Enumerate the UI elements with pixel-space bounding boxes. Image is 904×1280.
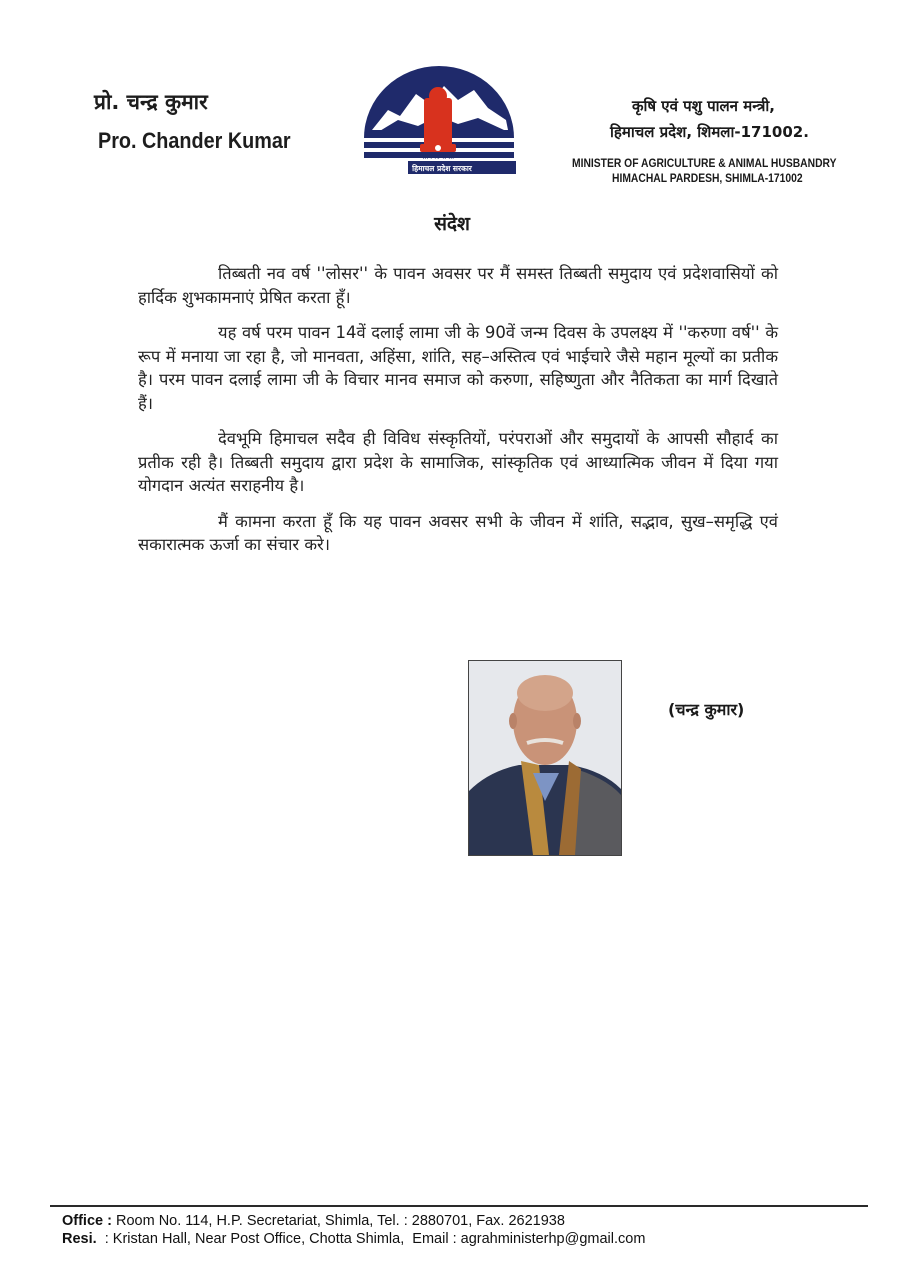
- residence-label: Resi.: [62, 1231, 97, 1247]
- office-address: Room No. 114, H.P. Secretariat, Shimla, Tel. : 2880701, Fax. 2621938: [111, 1213, 565, 1229]
- message-paragraph: तिब्बती नव वर्ष ''लोसर'' के पावन अवसर पर मैं समस्त तिब्बती समुदाय एवं प्रदेशवासियों को हार्दिक शुभकामनाएं प्रेषित करता हूँ।: [138, 264, 778, 307]
- footer-residence-line: [62, 1231, 645, 1247]
- residence-address: : Kristan Hall, Near Post Office, Chotta Shimla, Email : agrahministerhp@gmail.com: [96, 1231, 646, 1247]
- footer-office-line: [62, 1213, 565, 1229]
- minister-portrait-photo: [468, 660, 622, 856]
- footer-divider: [50, 1205, 868, 1207]
- designation-hindi-line1: कृषि एवं पशु पालन मन्त्री,: [632, 97, 775, 115]
- message-paragraph: देवभूमि हिमाचल सदैव ही विविध संस्कृतियों, परंपराओं और समुदायों के आपसी सौहार्द का प्रतीक रही है। तिब्बती समुदाय द्वारा प्रदेश के सामाजिक, सांस्कृतिक एवं आध्यात्मिक जीवन में दिया गया योगदान अत्यंत सराहनीय है।: [138, 429, 778, 495]
- minister-name-hindi: प्रो. चन्द्र कुमार: [94, 90, 208, 114]
- message-body: [138, 262, 778, 569]
- emblem-motto: सत्यमेव जयते: [422, 153, 454, 161]
- message-paragraph: मैं कामना करता हूँ कि यह पावन अवसर सभी के जीवन में शांति, सद्भाव, सुख–समृद्धि एवं सकारात्मक ऊर्जा का संचार करे।: [138, 511, 778, 554]
- himachal-government-emblem: [358, 60, 520, 178]
- designation-hindi-line2: हिमाचल प्रदेश, शिमला-171002.: [610, 123, 809, 141]
- message-paragraph: यह वर्ष परम पावन 14वें दलाई लामा जी के 90वें जन्म दिवस के उपलक्ष्य में ''करुणा वर्ष'' के रूप में मनाया जा रहा है, जो मानवता, अहिंसा, शांति, सह–अस्तित्व एवं भाईचारे जैसे महान मूल्यों का प्रतीक है। परम पावन दलाई लामा जी के विचार मानव समाज को करुणा, सहिष्णुता और नैतिकता का मार्ग दिखाते हैं।: [138, 323, 778, 413]
- emblem-text: हिमाचल प्रदेश सरकार: [412, 164, 472, 173]
- designation-english-line2: HIMACHAL PARDESH, SHIMLA-171002: [612, 171, 803, 185]
- message-heading: संदेश: [434, 213, 470, 235]
- signature-name: (चन्द्र कुमार): [668, 700, 745, 719]
- designation-english-line1: MINISTER OF AGRICULTURE & ANIMAL HUSBANDRY: [572, 156, 837, 170]
- minister-name-english: Pro. Chander Kumar: [98, 128, 291, 153]
- office-label: Office :: [62, 1213, 112, 1229]
